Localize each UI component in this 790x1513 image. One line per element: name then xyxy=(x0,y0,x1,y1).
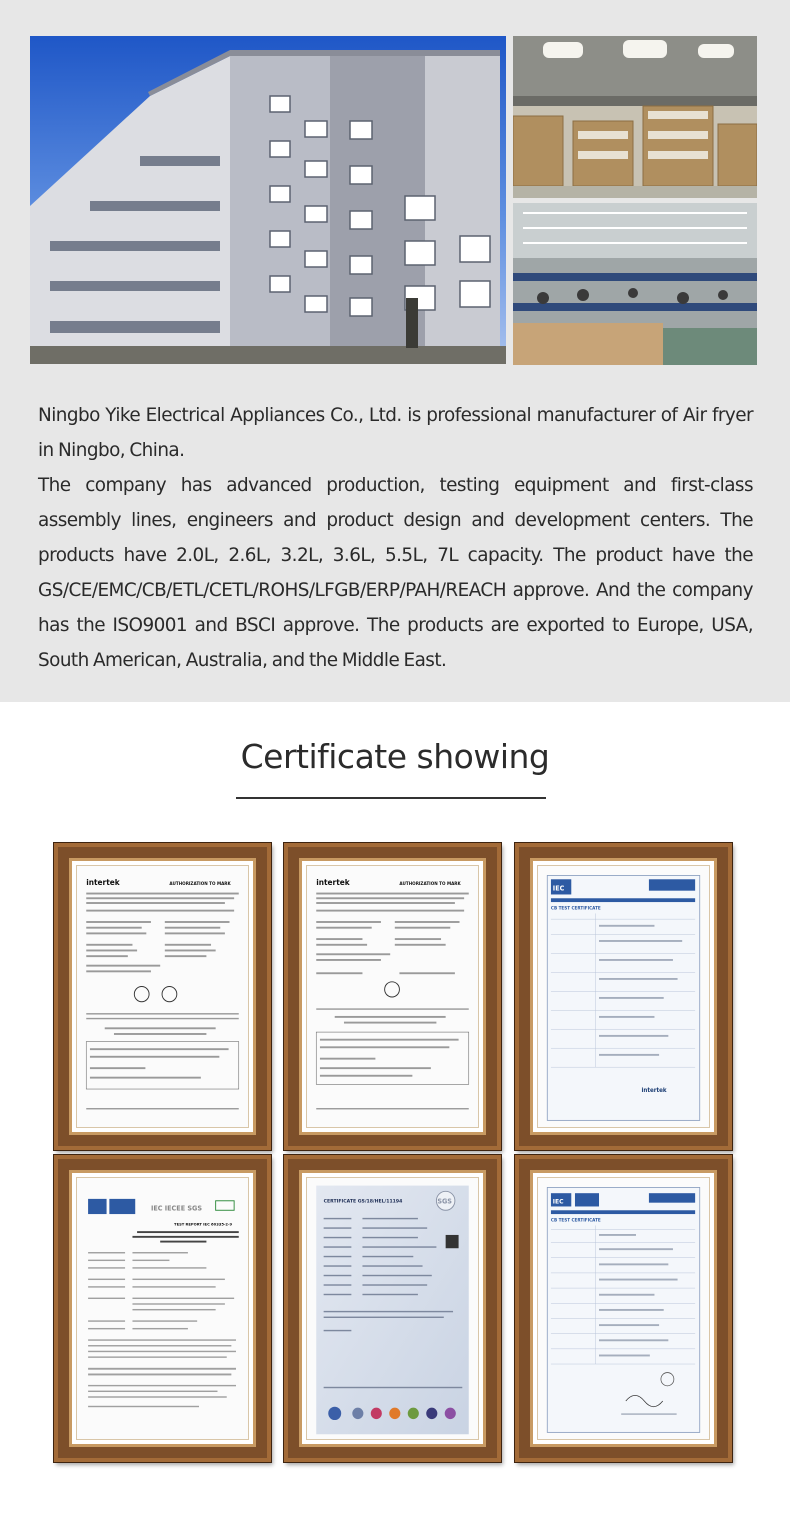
certificate-frame-3 xyxy=(515,843,732,1150)
certificate-document-1 xyxy=(77,866,248,1127)
warehouse-photo xyxy=(513,36,757,198)
certificate-brand-4: IEC IECEE SGS xyxy=(150,1204,202,1213)
certificate-frame-4 xyxy=(54,1155,271,1462)
certificate-document-4 xyxy=(77,1178,248,1439)
title-underline xyxy=(236,797,546,799)
certificate-heading-4: TEST REPORT IEC 60335-2-9 xyxy=(174,1222,233,1227)
certificate-heading-3: CB TEST CERTIFICATE xyxy=(550,905,601,911)
assembly-line-photo xyxy=(513,203,757,365)
certificate-document-6 xyxy=(538,1178,709,1439)
certificate-section-title: Certificate showing xyxy=(240,737,550,776)
intro-paragraph-1: Ningbo Yike Electrical Appliances Co., Ltd. is professional manufacturer of Air fryer in Ningbo, China. xyxy=(38,405,753,461)
svg-text:intertek: intertek xyxy=(641,1087,667,1094)
certificate-document-2 xyxy=(307,866,478,1127)
certificate-heading-5: CERTIFICATE GS/18/HEL/11194 xyxy=(323,1199,403,1205)
certificate-heading-6: CB TEST CERTIFICATE xyxy=(550,1217,601,1223)
certificate-document-3 xyxy=(538,866,709,1127)
certificate-heading-2: AUTHORIZATION TO MARK xyxy=(399,880,461,886)
certificate-brand-1: intertek xyxy=(86,877,120,888)
certificate-frame-5 xyxy=(284,1155,501,1462)
certificate-heading-1: AUTHORIZATION TO MARK xyxy=(169,880,231,886)
certificate-brand-5: SGS xyxy=(437,1197,452,1206)
intro-paragraph-2: The company has advanced production, testing equipment and first-class assembly lines, engineers and product design and development centers. The products have 2.0L, 2.6L, 3.2L, 3.6L, 5.5L, 7L capacity. The product have the GS/CE/EMC/CB/ETL/CETL/ROHS/LFGB/ERP/PAH/REACH approve. And the company has the ISO9001 and BSCI approve. The products are exported to Europe, USA, South American, Australia, and the Middle East. xyxy=(38,475,753,671)
certificate-frame-2 xyxy=(284,843,501,1150)
factory-building-photo xyxy=(30,36,506,364)
certificate-frame-6 xyxy=(515,1155,732,1462)
company-intro xyxy=(38,398,753,678)
certificate-brand-2: intertek xyxy=(316,877,350,888)
certificate-brand-3: IEC xyxy=(552,884,565,893)
certificate-brand-6: IEC xyxy=(552,1198,564,1206)
certificate-document-5 xyxy=(307,1178,478,1439)
certificate-frame-1 xyxy=(54,843,271,1150)
